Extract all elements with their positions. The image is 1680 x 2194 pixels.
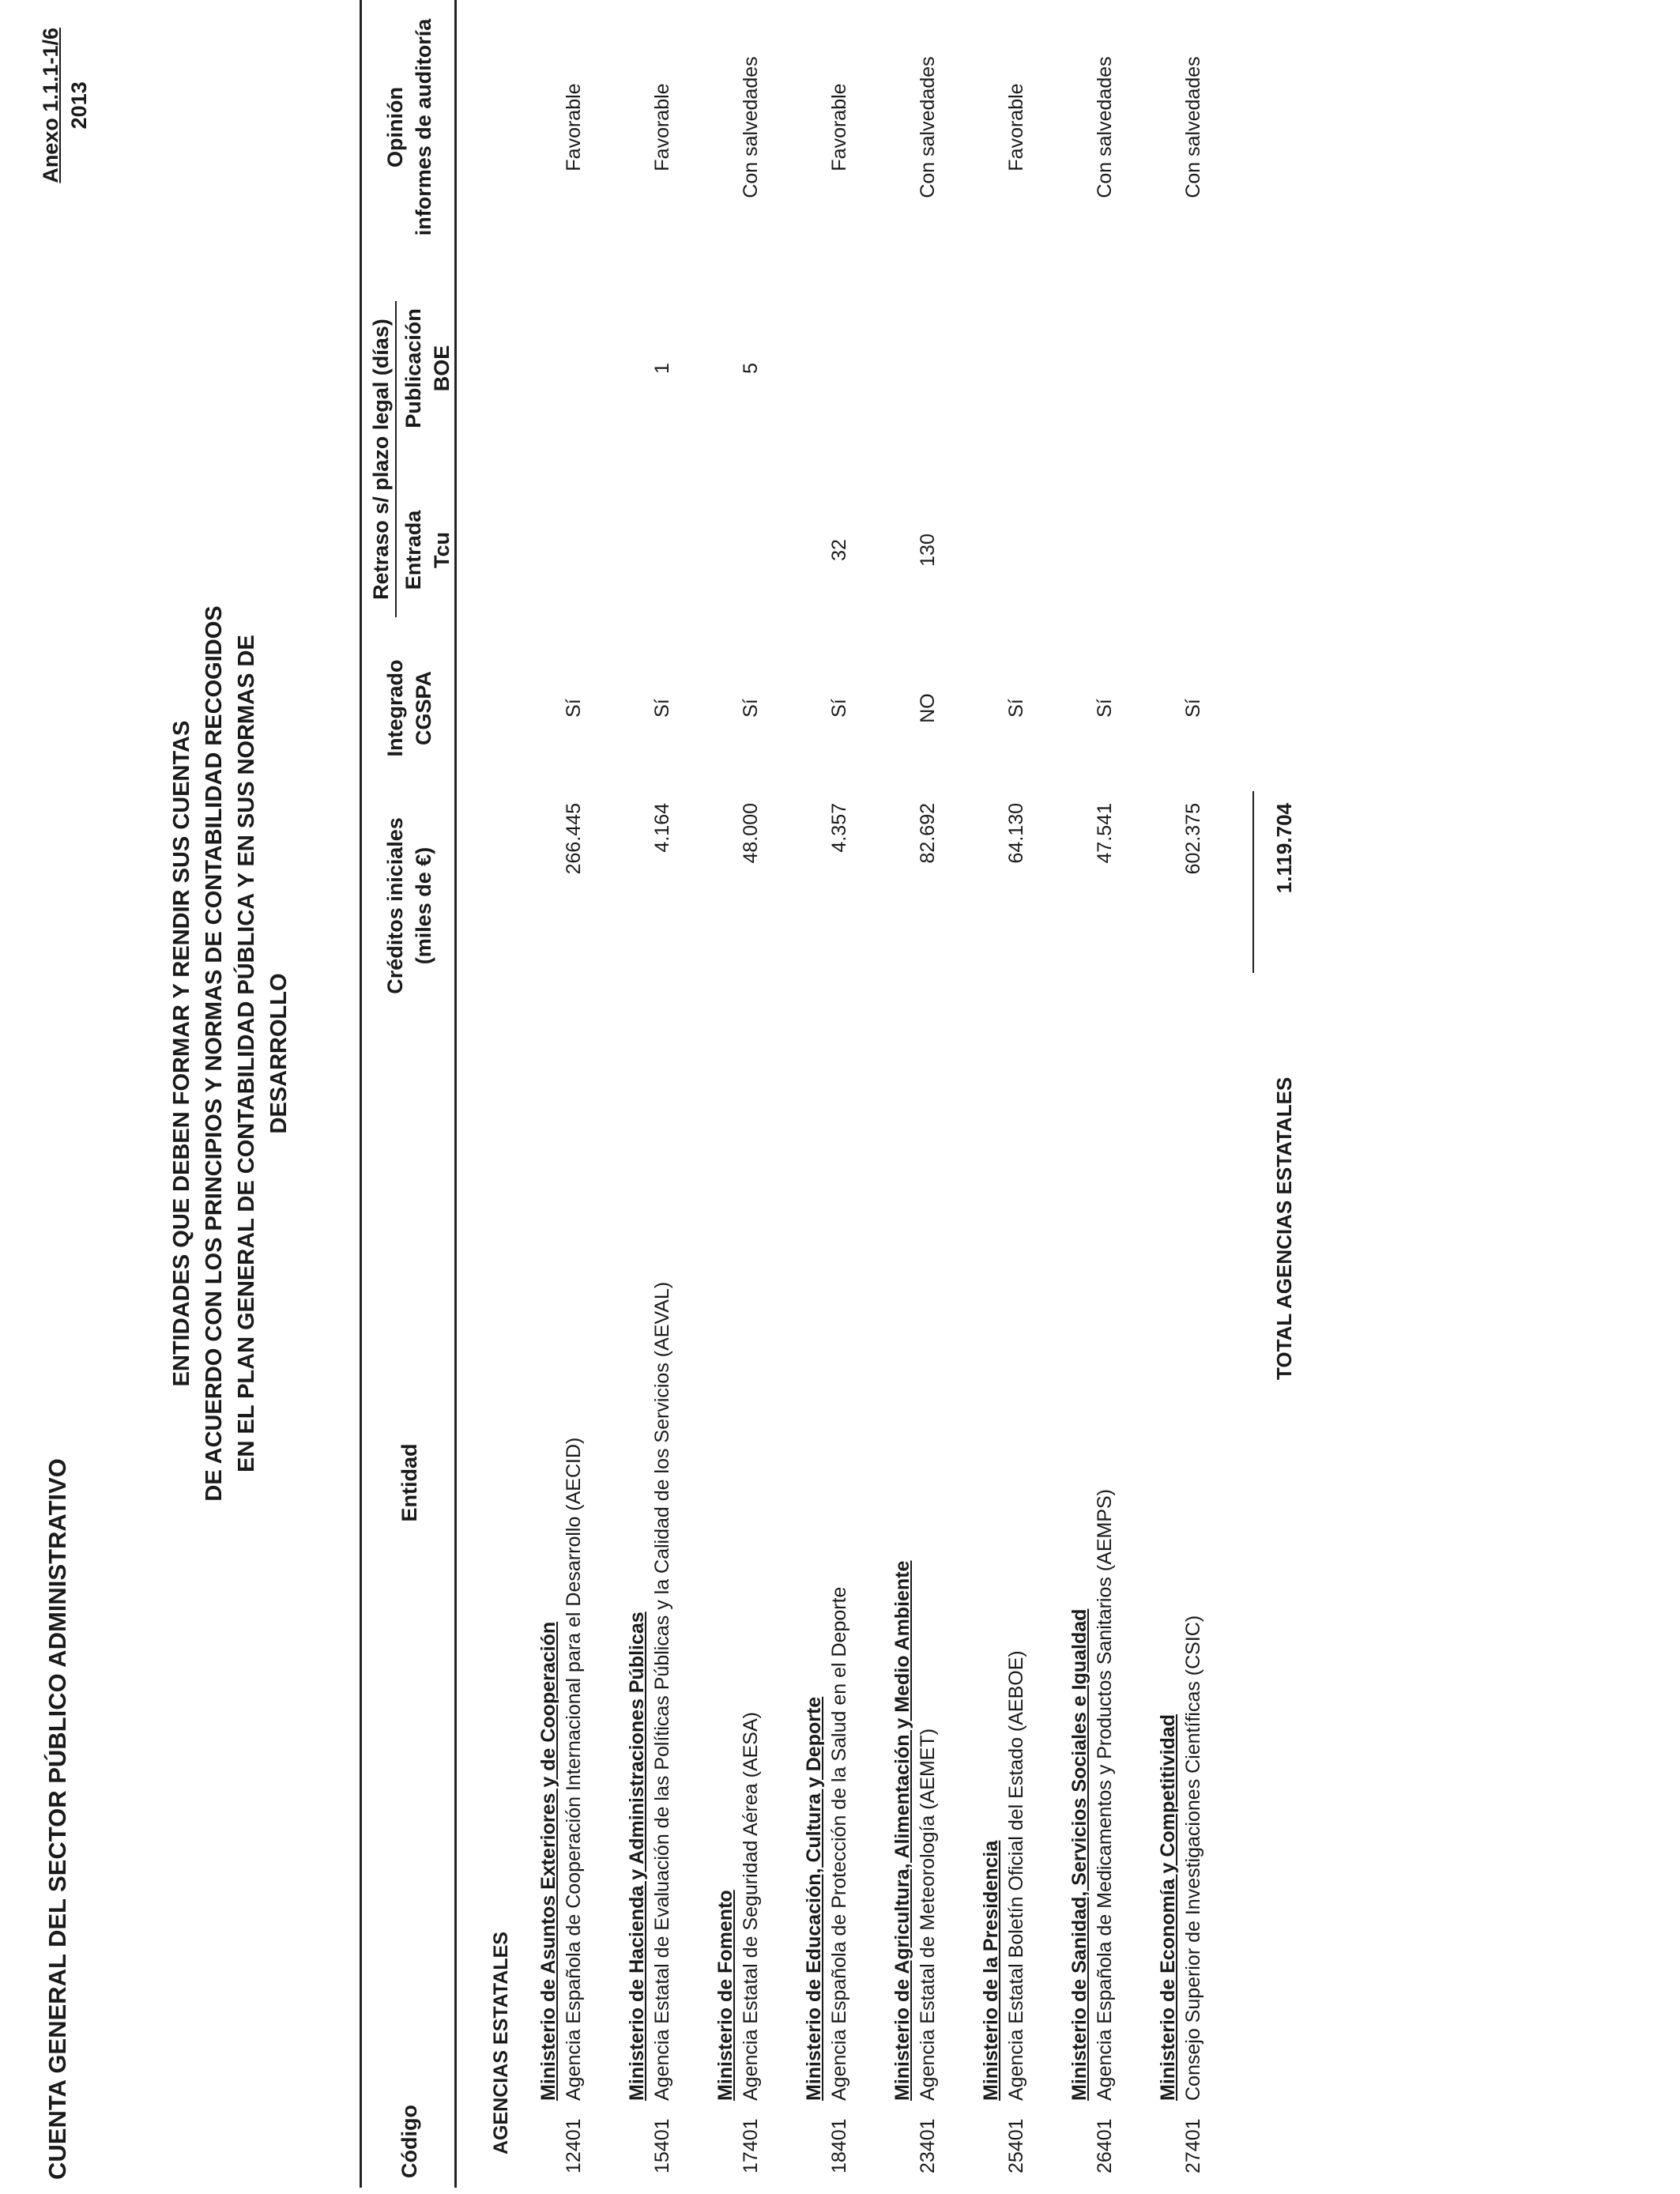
cell-code: 15401 <box>651 2118 673 2173</box>
title-line-2: DE ACUERDO CON LOS PRINCIPIOS Y NORMAS DE CONTABILIDAD RECOGIDOS <box>202 605 227 1502</box>
total-label: TOTAL AGENCIAS ESTATALES <box>1272 1076 1296 1380</box>
cell-opinion: Favorable <box>1005 83 1027 172</box>
cell-opinion: Con salvedades <box>740 56 762 198</box>
cell-code: 12401 <box>563 2118 585 2173</box>
cell-opinion: Favorable <box>563 83 585 172</box>
ministry-heading: Ministerio de la Presidencia <box>980 1840 1002 2101</box>
cell-entity: Agencia Estatal Boletín Oficial del Estado (AEBOE) <box>1005 1650 1027 2101</box>
table-top-rule <box>360 0 362 2188</box>
col-header-opinion <box>381 13 438 242</box>
annex-year: 2013 <box>67 81 91 130</box>
retraso-rule <box>395 301 397 617</box>
cell-credits: 4.164 <box>651 803 673 853</box>
cell-entrada-tcu: 32 <box>828 539 850 561</box>
org-header: CUENTA GENERAL DEL SECTOR PÚBLICO ADMINISTRATIVO <box>43 1458 71 2180</box>
cell-integrated: Sí <box>740 699 762 718</box>
document-title <box>166 599 296 1508</box>
cell-opinion: Con salvedades <box>917 56 939 198</box>
cell-credits: 266.445 <box>563 803 585 875</box>
ministry-heading: Ministerio de Educación, Cultura y Deporte <box>803 1696 825 2101</box>
col-header-codigo: Código <box>397 2105 421 2178</box>
ministry-heading: Ministerio de Sanidad, Servicios Sociales e Igualdad <box>1068 1608 1090 2101</box>
cell-entity: Agencia Española de Cooperación Internacional para el Desarrollo (AECID) <box>563 1437 585 2101</box>
cell-entity: Agencia Española de Protección de la Salud en el Deporte <box>828 1586 850 2101</box>
cell-entity: Agencia Estatal de Seguridad Aérea (AESA) <box>740 1712 762 2101</box>
total-rule <box>1252 791 1254 973</box>
col-header-integrado-l1: Integrado <box>383 659 407 757</box>
cell-code: 26401 <box>1094 2118 1116 2173</box>
title-line-3: EN EL PLAN GENERAL DE CONTABILIDAD PÚBLICA Y EN SUS NORMAS DE DESARROLLO <box>234 635 292 1472</box>
cell-entity: Consejo Superior de Investigaciones Científicas (CSIC) <box>1182 1615 1204 2101</box>
col-header-entrada-l1: Entrada <box>401 510 425 590</box>
cell-credits: 602.375 <box>1182 803 1204 875</box>
ministry-heading: Ministerio de Asuntos Exteriores y de Cooperación <box>537 1621 559 2101</box>
cell-integrated: Sí <box>651 699 673 718</box>
col-header-creditos-l1: Créditos iniciales <box>383 817 407 994</box>
title-line-1: ENTIDADES QUE DEBEN FORMAR Y RENDIR SUS CUENTAS <box>169 720 194 1387</box>
cell-opinion: Favorable <box>651 83 673 172</box>
cell-integrated: Sí <box>1094 699 1116 718</box>
annex-block <box>36 28 93 183</box>
cell-integrated: Sí <box>1005 699 1027 718</box>
cell-credits: 64.130 <box>1005 803 1027 864</box>
cell-credits: 47.541 <box>1094 803 1116 864</box>
section-title: AGENCIAS ESTATALES <box>490 1932 512 2154</box>
ministry-heading: Ministerio de Agricultura, Alimentación y Medio Ambiente <box>891 1560 913 2101</box>
cell-integrated: NO <box>917 693 939 723</box>
cell-integrated: Sí <box>828 699 850 718</box>
col-header-integrado-l2: CGSPA <box>412 671 435 746</box>
col-header-integrado <box>381 645 438 771</box>
cell-code: 18401 <box>828 2118 850 2173</box>
cell-entity: Agencia Estatal de Evaluación de las Políticas Públicas y la Calidad de los Servicios (AEVAL) <box>651 1281 673 2101</box>
col-header-creditos <box>381 787 438 1024</box>
total-value: 1.119.704 <box>1272 803 1296 894</box>
col-header-publicacion-l1: Publicación <box>401 308 425 428</box>
cell-entity: Agencia Estatal de Meteorología (AEMET) <box>917 1728 939 2101</box>
col-header-publicacion <box>399 293 456 443</box>
col-header-entrada <box>399 491 456 609</box>
cell-opinion: Favorable <box>828 83 850 172</box>
cell-integrated: Sí <box>1182 699 1204 718</box>
cell-credits: 82.692 <box>917 803 939 864</box>
ministry-heading: Ministerio de Fomento <box>714 1890 736 2101</box>
col-header-opinion-l1: Opinión <box>383 87 407 168</box>
col-header-publicacion-l2: BOE <box>430 345 454 392</box>
cell-publicacion-boe: 1 <box>651 363 673 374</box>
cell-code: 23401 <box>917 2118 939 2173</box>
col-header-retraso: Retraso s/ plazo legal (días) <box>369 319 393 600</box>
col-header-entrada-l2: Tcu <box>430 532 454 568</box>
cell-opinion: Con salvedades <box>1182 56 1204 198</box>
cell-integrated: Sí <box>563 699 585 718</box>
cell-entrada-tcu: 130 <box>917 533 939 567</box>
annex-label: Anexo 1.1.1-1/6 <box>39 28 62 183</box>
col-header-creditos-l2: (miles de €) <box>412 846 435 965</box>
cell-code: 27401 <box>1182 2118 1204 2173</box>
cell-code: 17401 <box>740 2118 762 2173</box>
cell-publicacion-boe: 5 <box>740 363 762 374</box>
cell-code: 25401 <box>1005 2118 1027 2173</box>
cell-credits: 48.000 <box>740 803 762 864</box>
cell-entity: Agencia Española de Medicamentos y Productos Sanitarios (AEMPS) <box>1094 1489 1116 2101</box>
cell-credits: 4.357 <box>828 803 850 853</box>
col-header-entidad: Entidad <box>397 1443 421 1522</box>
ministry-heading: Ministerio de Economía y Competitividad <box>1157 1714 1179 2101</box>
ministry-heading: Ministerio de Hacienda y Administraciones Públicas <box>626 1612 648 2101</box>
cell-opinion: Con salvedades <box>1094 56 1116 198</box>
col-header-opinion-l2: informes de auditoría <box>412 18 435 236</box>
